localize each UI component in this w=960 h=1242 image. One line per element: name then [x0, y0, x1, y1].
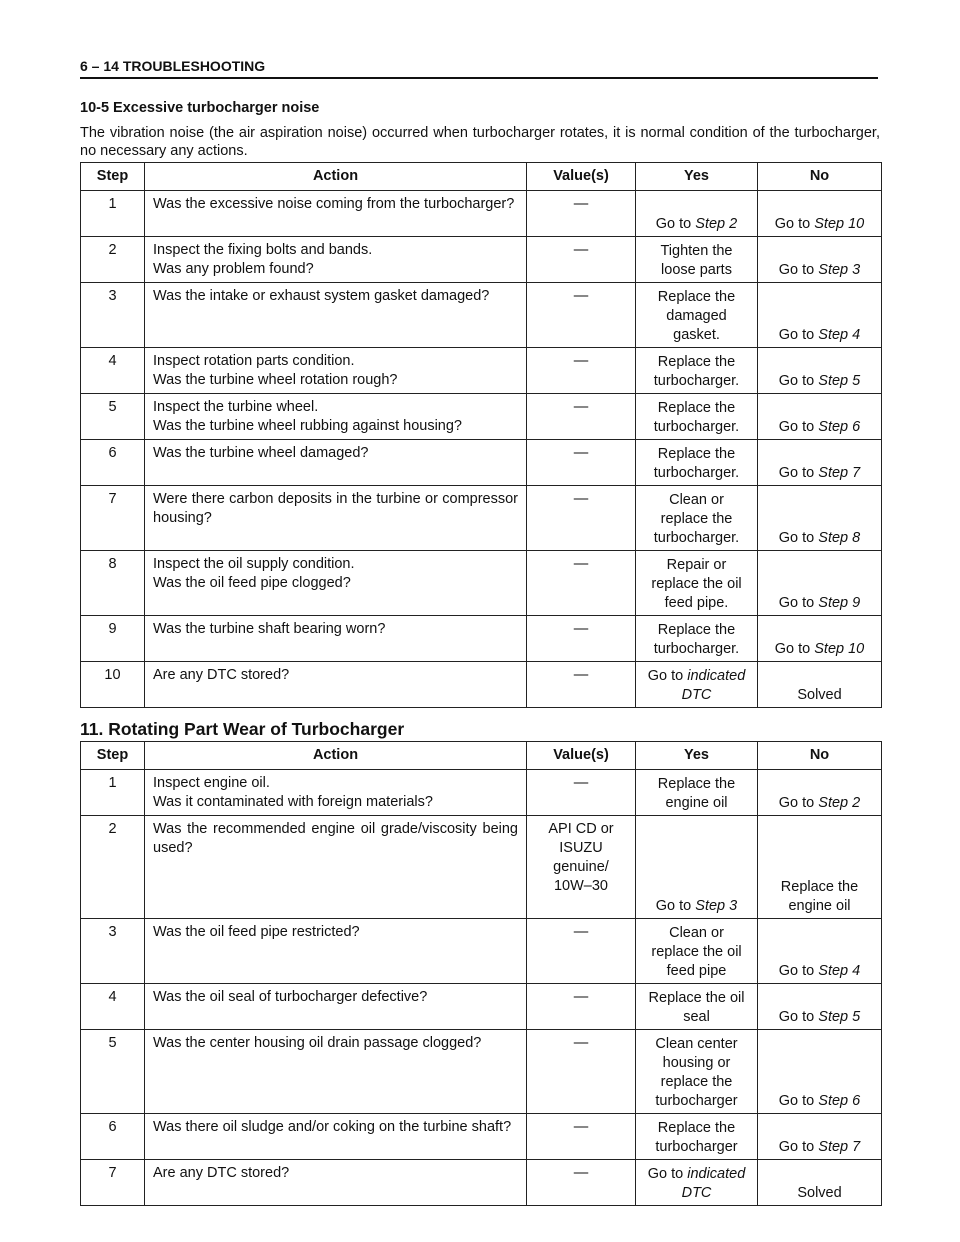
- table-body: [81, 770, 882, 1206]
- action-cell: Was the oil feed pipe restricted?: [145, 919, 527, 984]
- col-header-values: Value(s): [527, 742, 636, 770]
- action-cell: Inspect the oil supply condition. Was the oil feed pipe clogged?: [145, 551, 527, 616]
- action-cell: Are any DTC stored?: [145, 1160, 527, 1206]
- value-cell: —: [527, 191, 636, 237]
- col-header-no: No: [758, 742, 882, 770]
- table-row: [81, 816, 882, 919]
- page-header: 6 – 14 TROUBLESHOOTING: [80, 58, 878, 79]
- action-cell: Was the recommended engine oil grade/viscosity being used?: [145, 816, 527, 919]
- value-cell: —: [527, 348, 636, 394]
- yes-cell: Replace the turbocharger.: [636, 394, 758, 440]
- col-header-no: No: [758, 163, 882, 191]
- value-cell: —: [527, 616, 636, 662]
- yes-cell: Clean center housing or replace the turbocharger: [636, 1030, 758, 1114]
- no-cell: Go to Step 10: [758, 616, 882, 662]
- yes-cell: Replace the turbocharger.: [636, 348, 758, 394]
- yes-cell: Replace the turbocharger: [636, 1114, 758, 1160]
- table-row: [81, 919, 882, 984]
- action-cell: Was the intake or exhaust system gasket damaged?: [145, 283, 527, 348]
- col-header-action: Action: [145, 742, 527, 770]
- yes-cell: Go to indicated DTC: [636, 1160, 758, 1206]
- table-row: [81, 394, 882, 440]
- value-cell: —: [527, 770, 636, 816]
- action-cell: Are any DTC stored?: [145, 662, 527, 708]
- table-row: [81, 616, 882, 662]
- yes-cell: Go to indicated DTC: [636, 662, 758, 708]
- col-header-yes: Yes: [636, 742, 758, 770]
- troubleshooting-table-noise: [80, 162, 882, 708]
- table-row: [81, 1114, 882, 1160]
- action-cell: Was the center housing oil drain passage clogged?: [145, 1030, 527, 1114]
- value-cell: —: [527, 486, 636, 551]
- step-cell: 5: [81, 1030, 145, 1114]
- step-cell: 8: [81, 551, 145, 616]
- no-cell: Go to Step 6: [758, 394, 882, 440]
- step-cell: 6: [81, 440, 145, 486]
- action-cell: Inspect engine oil. Was it contaminated with foreign materials?: [145, 770, 527, 816]
- step-cell: 3: [81, 283, 145, 348]
- table-row: [81, 984, 882, 1030]
- no-cell: Go to Step 2: [758, 770, 882, 816]
- yes-cell: Tighten the loose parts: [636, 237, 758, 283]
- action-cell: Was there oil sludge and/or coking on the turbine shaft?: [145, 1114, 527, 1160]
- table-row: [81, 551, 882, 616]
- no-cell: Go to Step 8: [758, 486, 882, 551]
- table-row: [81, 662, 882, 708]
- value-cell: —: [527, 1030, 636, 1114]
- yes-cell: Replace the turbocharger.: [636, 616, 758, 662]
- step-cell: 3: [81, 919, 145, 984]
- no-cell: Solved: [758, 662, 882, 708]
- no-cell: Go to Step 5: [758, 348, 882, 394]
- table-row: [81, 486, 882, 551]
- step-cell: 1: [81, 191, 145, 237]
- no-cell: Go to Step 9: [758, 551, 882, 616]
- table-header-row: [81, 742, 882, 770]
- value-cell: API CD or ISUZU genuine/ 10W–30: [527, 816, 636, 919]
- action-cell: Inspect rotation parts condition. Was the turbine wheel rotation rough?: [145, 348, 527, 394]
- step-cell: 4: [81, 984, 145, 1030]
- yes-cell: Repair or replace the oil feed pipe.: [636, 551, 758, 616]
- no-cell: Replace the engine oil: [758, 816, 882, 919]
- step-cell: 7: [81, 486, 145, 551]
- step-cell: 10: [81, 662, 145, 708]
- no-cell: Go to Step 6: [758, 1030, 882, 1114]
- table-row: [81, 1160, 882, 1206]
- value-cell: —: [527, 1160, 636, 1206]
- no-cell: Go to Step 4: [758, 919, 882, 984]
- yes-cell: Replace the engine oil: [636, 770, 758, 816]
- value-cell: —: [527, 237, 636, 283]
- col-header-yes: Yes: [636, 163, 758, 191]
- no-cell: Go to Step 7: [758, 1114, 882, 1160]
- value-cell: —: [527, 440, 636, 486]
- action-cell: Was the turbine wheel damaged?: [145, 440, 527, 486]
- action-cell: Was the oil seal of turbocharger defective?: [145, 984, 527, 1030]
- action-cell: Were there carbon deposits in the turbine or compressor housing?: [145, 486, 527, 551]
- table-row: [81, 348, 882, 394]
- table-row: [81, 191, 882, 237]
- col-header-action: Action: [145, 163, 527, 191]
- table-row: [81, 283, 882, 348]
- table-row: [81, 440, 882, 486]
- no-cell: Solved: [758, 1160, 882, 1206]
- no-cell: Go to Step 3: [758, 237, 882, 283]
- yes-cell: Replace the turbocharger.: [636, 440, 758, 486]
- step-cell: 9: [81, 616, 145, 662]
- section-intro: The vibration noise (the air aspiration noise) occurred when turbocharger rotates, it is normal condition of the turbocharger, no necessary any actions.: [80, 125, 880, 159]
- yes-cell: Go to Step 2: [636, 191, 758, 237]
- value-cell: —: [527, 1114, 636, 1160]
- value-cell: —: [527, 984, 636, 1030]
- no-cell: Go to Step 4: [758, 283, 882, 348]
- yes-cell: Clean or replace the turbocharger.: [636, 486, 758, 551]
- table-header-row: [81, 163, 882, 191]
- value-cell: —: [527, 919, 636, 984]
- step-cell: 1: [81, 770, 145, 816]
- col-header-step: Step: [81, 163, 145, 191]
- value-cell: —: [527, 551, 636, 616]
- col-header-step: Step: [81, 742, 145, 770]
- troubleshooting-table-wear: [80, 741, 882, 1206]
- yes-cell: Clean or replace the oil feed pipe: [636, 919, 758, 984]
- section-title-turbo-noise: 10-5 Excessive turbocharger noise: [80, 100, 320, 116]
- yes-cell: Go to Step 3: [636, 816, 758, 919]
- table-row: [81, 770, 882, 816]
- action-cell: Was the turbine shaft bearing worn?: [145, 616, 527, 662]
- value-cell: —: [527, 662, 636, 708]
- action-cell: Inspect the fixing bolts and bands. Was any problem found?: [145, 237, 527, 283]
- step-cell: 4: [81, 348, 145, 394]
- step-cell: 2: [81, 816, 145, 919]
- value-cell: —: [527, 283, 636, 348]
- value-cell: —: [527, 394, 636, 440]
- table-row: [81, 237, 882, 283]
- step-cell: 5: [81, 394, 145, 440]
- table-body: [81, 191, 882, 708]
- no-cell: Go to Step 10: [758, 191, 882, 237]
- table-row: [81, 1030, 882, 1114]
- action-cell: Was the excessive noise coming from the turbocharger?: [145, 191, 527, 237]
- action-cell: Inspect the turbine wheel. Was the turbine wheel rubbing against housing?: [145, 394, 527, 440]
- step-cell: 6: [81, 1114, 145, 1160]
- no-cell: Go to Step 5: [758, 984, 882, 1030]
- step-cell: 7: [81, 1160, 145, 1206]
- yes-cell: Replace the damaged gasket.: [636, 283, 758, 348]
- yes-cell: Replace the oil seal: [636, 984, 758, 1030]
- no-cell: Go to Step 7: [758, 440, 882, 486]
- step-cell: 2: [81, 237, 145, 283]
- col-header-values: Value(s): [527, 163, 636, 191]
- section-title-rotating-wear: 11. Rotating Part Wear of Turbocharger: [80, 719, 405, 739]
